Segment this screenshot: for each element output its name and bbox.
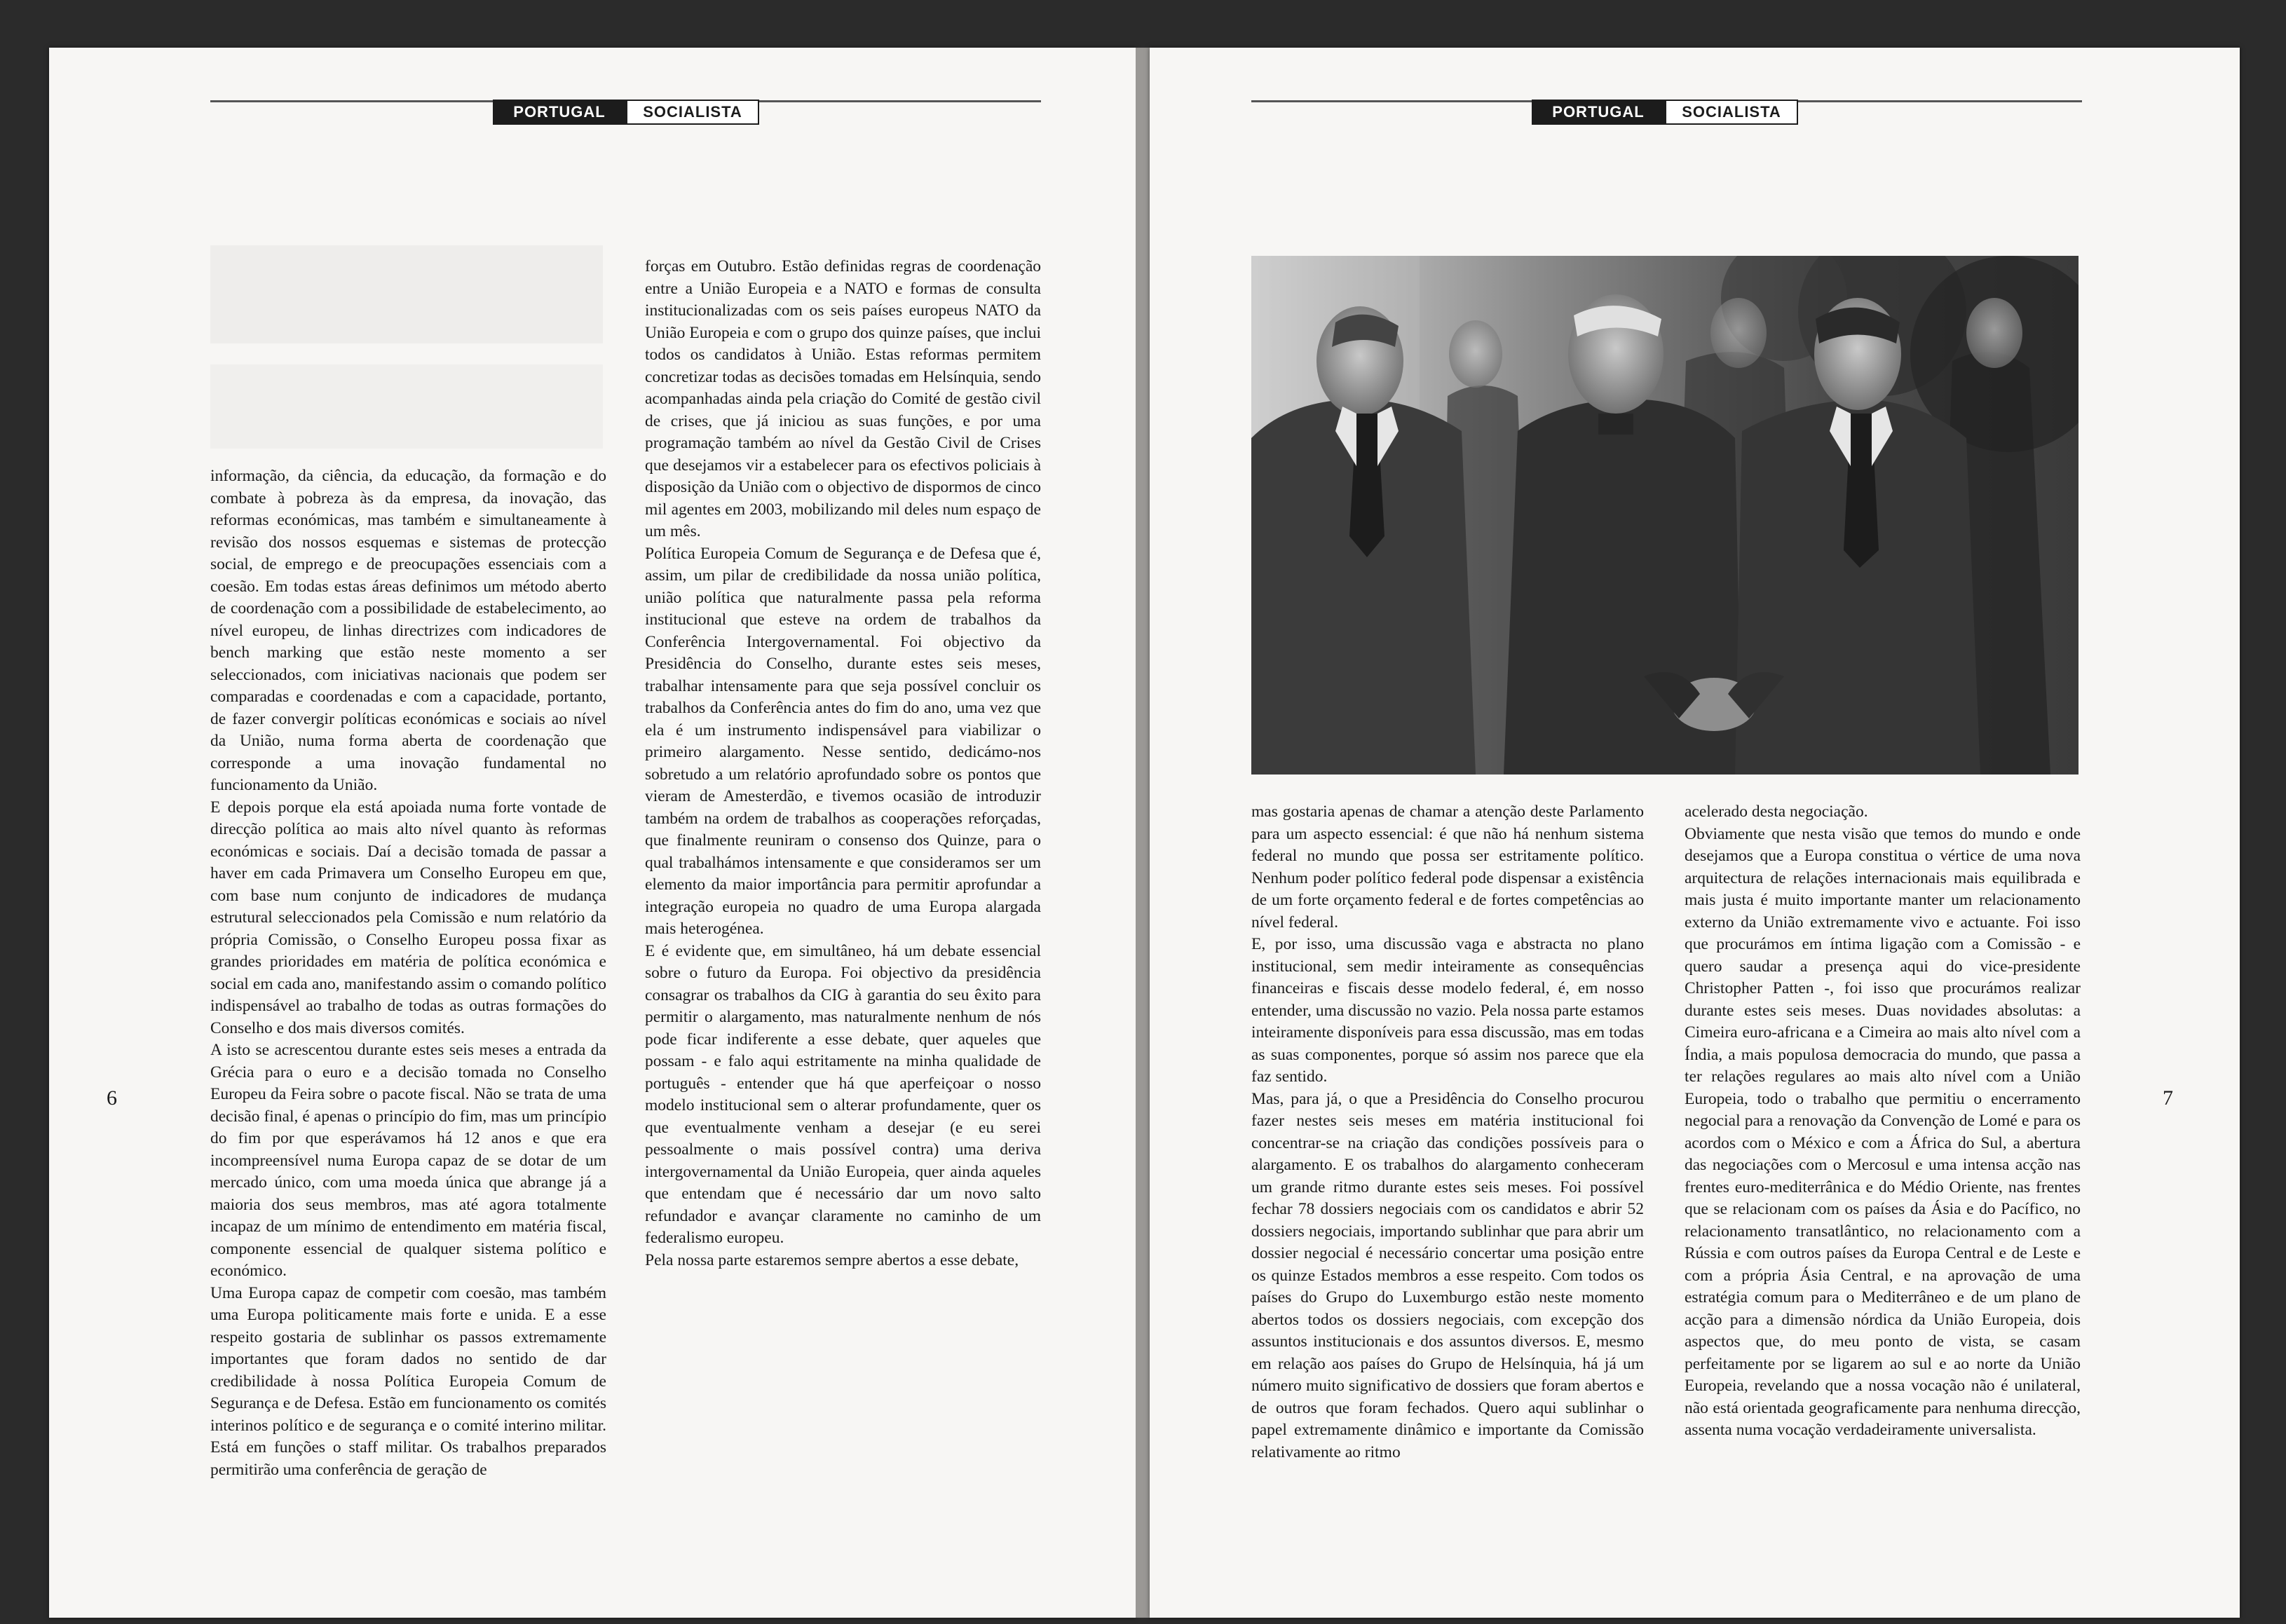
paragraph: forças em Outubro. Estão definidas regras de coordenação entre a União Europeia e a NATO e formas de consulta institucionalizadas com os seis países europeus NATO da União Europeia e com o grupo dos quinze países, que inclui todos os candidatos à União. Estas reformas permitem concretizar todas as decisões tomadas em Helsínquia, sendo acompanhadas ainda pela criação do Comité de gestão civil de crises, que já iniciou as suas funções, e por uma programação também ao nível da Gestão Civil de Crises que desejamos vir a estabelecer para os efectivos policiais à disposição da União com o objectivo de dispormos de cinco mil agentes em 2003, mobilizando mil deles num espaço de um mês. xyxy=(645,257,1041,540)
paragraph: mas gostaria apenas de chamar a atenção deste Parlamento para um aspecto essencial: é que não há nenhum sistema federal no mundo que possa ser estritamente político. Nenhum poder político federal pode dispensar a existência de um forte orçamento federal e de fortes competências ao nível federal. xyxy=(1251,803,1644,932)
press-photo-handshake xyxy=(1251,256,2079,775)
right-column-1 xyxy=(1251,801,1644,1463)
paragraph: Pela nossa parte estaremos sempre abertos a esse debate, xyxy=(645,1250,1019,1269)
paragraph: Obviamente que nesta visão que temos do mundo e onde desejamos que a Europa constitua o vértice de uma nova arquitectura de relações internacionais mais equilibrada e mais justa é muito importante manter um relacionamento externo da União extremamente vivo e actuante. Foi isso que procurámos em íntima ligação com a Comissão - e quero saudar a presença aqui do vice-presidente Christopher Patten -, foi isso que procurámos realizar durante estes seis meses. Duas novidades absolutas: a Cimeira euro-africana e a Cimeira ao mais alto nível com a Índia, a mais populosa democracia do mundo, que passa a ter relações regulares ao mais alto nível com a União Europeia, todo o trabalho que permitiu o encerramento negocial para a renovação da Convenção de Lomé e para os acordos com o México e com a África do Sul, a abertura das negociações com o Mercosul e uma intensa acção nas frentes euro-mediterrânica e do Médio Oriente, nas frentes que se relacionam com os países da Ásia e do Pacífico, no relacionamento transatlântico, no relacionamento com a Rússia e com outros países da Europa Central e de Leste e com a própria Ásia Central, e na aprovação de uma estratégia comum para o Mediterrâneo e de um plano de acção para a dimensão nórdica da União Europeia, dois aspectos que, do meu ponto de vista, se casam perfeitamente por se ligarem ao sul e ao norte da União Europeia, revelando que a nossa vocação não é unilateral, não está orientada geograficamente para nenhuma direcção, assenta numa vocação verdadeiramente universalista. xyxy=(1685,824,2081,1439)
paragraph: acelerado desta negociação. xyxy=(1685,803,1868,821)
masthead-socialista: SOCIALISTA xyxy=(626,100,759,125)
masthead-portugal: PORTUGAL xyxy=(493,100,626,125)
paragraph: Mas, para já, o que a Presidência do Conselho procurou fazer nestes seis meses em matéria institucional foi concentrar-se na criação das condições possíveis para o alargamento. E os trabalhos do alargamento conheceram um grande ritmo durante estes seis meses. Foi possível fechar 78 dossiers negociais com os candidatos e abrir 52 dossiers negociais, importando sublinhar que para abrir um dossier negocial é necessário concertar uma posição entre os quinze Estados membros a esse respeito. Com todos os países do Grupo do Luxemburgo estão neste momento abertos todos os dossiers negociais, com excepção dos assuntos institucionais e dos assuntos diversos. E, mesmo em relação aos países do Grupo de Helsínquia, há já um número muito significativo de dossiers que foram abertos e de outros que foram fechados. Quero aqui sublinhar o papel extremamente dinâmico e importante da Comissão relativamente ao ritmo xyxy=(1251,1089,1644,1461)
paragraph: E depois porque ela está apoiada numa forte vontade de direcção política ao mais alto nível quanto às reformas económicas e sociais. Daí a decisão tomada de passar a haver em cada Primavera um Conselho Europeu em que, com base num conjunto de indicadores de mudança estrutural seleccionados pela Comissão e num relatório da própria Comissão, o Conselho Europeu possa fixar as grandes prioridades em matéria de política económica e social em cada ano, manifestando assim o comando político indispensável ao trabalho de todas as outras formações do Conselho e dos mais diversos comités. xyxy=(210,798,606,1037)
masthead-left xyxy=(493,100,759,125)
paragraph: Uma Europa capaz de competir com coesão, mas também uma Europa politicamente mais forte e unida. E a esse respeito gostaria de sublinhar os passos extremamente importantes que foram dados no sentido de dar credibilidade à nossa Política Europeia Comum de Segurança e de Defesa. Estão em funcionamento os comités interinos político e de segurança e o comité interino militar. Está em funções o staff militar. Os trabalhos preparados permitirão uma conferência de geração de xyxy=(210,1283,606,1479)
masthead-right xyxy=(1532,100,1798,125)
paragraph: informação, da ciência, da educação, da formação e do combate à pobreza às da empresa, da inovação, das reformas económicas, mas também e simultaneamente à revisão dos nossos esquemas e sistemas de protecção social, de emprego e de preocupações essenciais com a coesão. Em todas estas áreas definimos um método aberto de coordenação com a possibilidade de estabelecimento, ao nível europeu, de linhas directrizes com indicadores de bench marking que estão neste momento a ser seleccionados, com iniciativas nacionais que podem ser comparadas e coordenadas e com a capacidade, portanto, de fazer convergir políticas económicas e sociais ao nível da União, numa forma aberta de coordenação que corresponde a uma inovação fundamental no funcionamento da União. xyxy=(210,467,606,794)
left-column-2 xyxy=(645,256,1041,1271)
page-number-left: 6 xyxy=(107,1086,117,1110)
spine-gutter xyxy=(1136,48,1150,1618)
right-column-2 xyxy=(1685,801,2081,1442)
masthead-portugal: PORTUGAL xyxy=(1532,100,1665,125)
photo-illustration xyxy=(1251,256,2079,775)
paragraph: Política Europeia Comum de Segurança e de Defesa que é, assim, um pilar de credibilidade da nossa união política, união política que naturalmente passa pela reforma institucional que esteve na ordem de trabalhos da Conferência Intergovernamental. Foi objectivo da Presidência do Conselho, durante estes seis meses, trabalhar intensamente para que seja possível concluir os trabalhos da Conferência antes do fim do ano, uma vez que ela é um instrumento indispensável para viabilizar o primeiro alargamento. Nesse sentido, dedicámo-nos sobretudo a um relatório aprofundado sobre os pontos que vieram de Amesterdão, e tivemos ocasião de introduzir também na ordem de trabalhos as cooperações reforçadas, que finalmente reuniram o consenso dos Quinze, para o qual trabalhámos intensamente e que consideramos ser um elemento da maior importância para permitir aprofundar a integração europeia no quadro de uma Europa alargada mais heterogénea. xyxy=(645,544,1041,938)
masthead-socialista: SOCIALISTA xyxy=(1665,100,1798,125)
page-number-right: 7 xyxy=(2163,1086,2173,1110)
show-through-block xyxy=(210,245,603,343)
show-through-block xyxy=(210,364,603,449)
paragraph: A isto se acrescentou durante estes seis meses a entrada da Grécia para o euro e a decisão tomada no Conselho Europeu da Feira sobre o pacote fiscal. Não se trata de uma decisão final, é apenas o princípio do fim, mas um princípio do fim por que esperávamos há 12 anos e que era incompreensível numa Europa capaz de se dotar de um mercado único, com uma moeda única que abrange já a maioria dos seus membros, mas até agora totalmente incapaz de um mínimo de entendimento em matéria fiscal, componente essencial de qualquer sistema político e económico. xyxy=(210,1041,606,1280)
left-column-1 xyxy=(210,465,606,1481)
paragraph: E é evidente que, em simultâneo, há um debate essencial sobre o futuro da Europa. Foi objectivo da presidência consagrar os trabalhos da CIG à garantia do seu êxito para permitir o alargamento, mas naturalmente nenhum de nós pode ficar indiferente a esse debate, quer aqueles que possam - e falo aqui estritamente na minha qualidade de português - entender que há que aperfeiçoar o nosso modelo institucional sem o alterar profundamente, quer os que eventualmente venham a desejar (e eu serei pessoalmente o mais possível contra) uma deriva intergovernamental da União Europeia, quer ainda aqueles que entendam que é necessário dar um novo salto refundador e avançar claramente no caminho de um federalismo europeu. xyxy=(645,941,1041,1247)
paragraph: E, por isso, uma discussão vaga e abstracta no plano institucional, sem medir inteiramente as consequências financeiras e fiscais desse modelo federal, é, em nosso entender, uma discussão no vazio. Pela nossa parte estamos inteiramente disponíveis para essa discussão, mas em todas as suas componentes, porque só assim nos parece que ela faz sentido. xyxy=(1251,935,1644,1086)
